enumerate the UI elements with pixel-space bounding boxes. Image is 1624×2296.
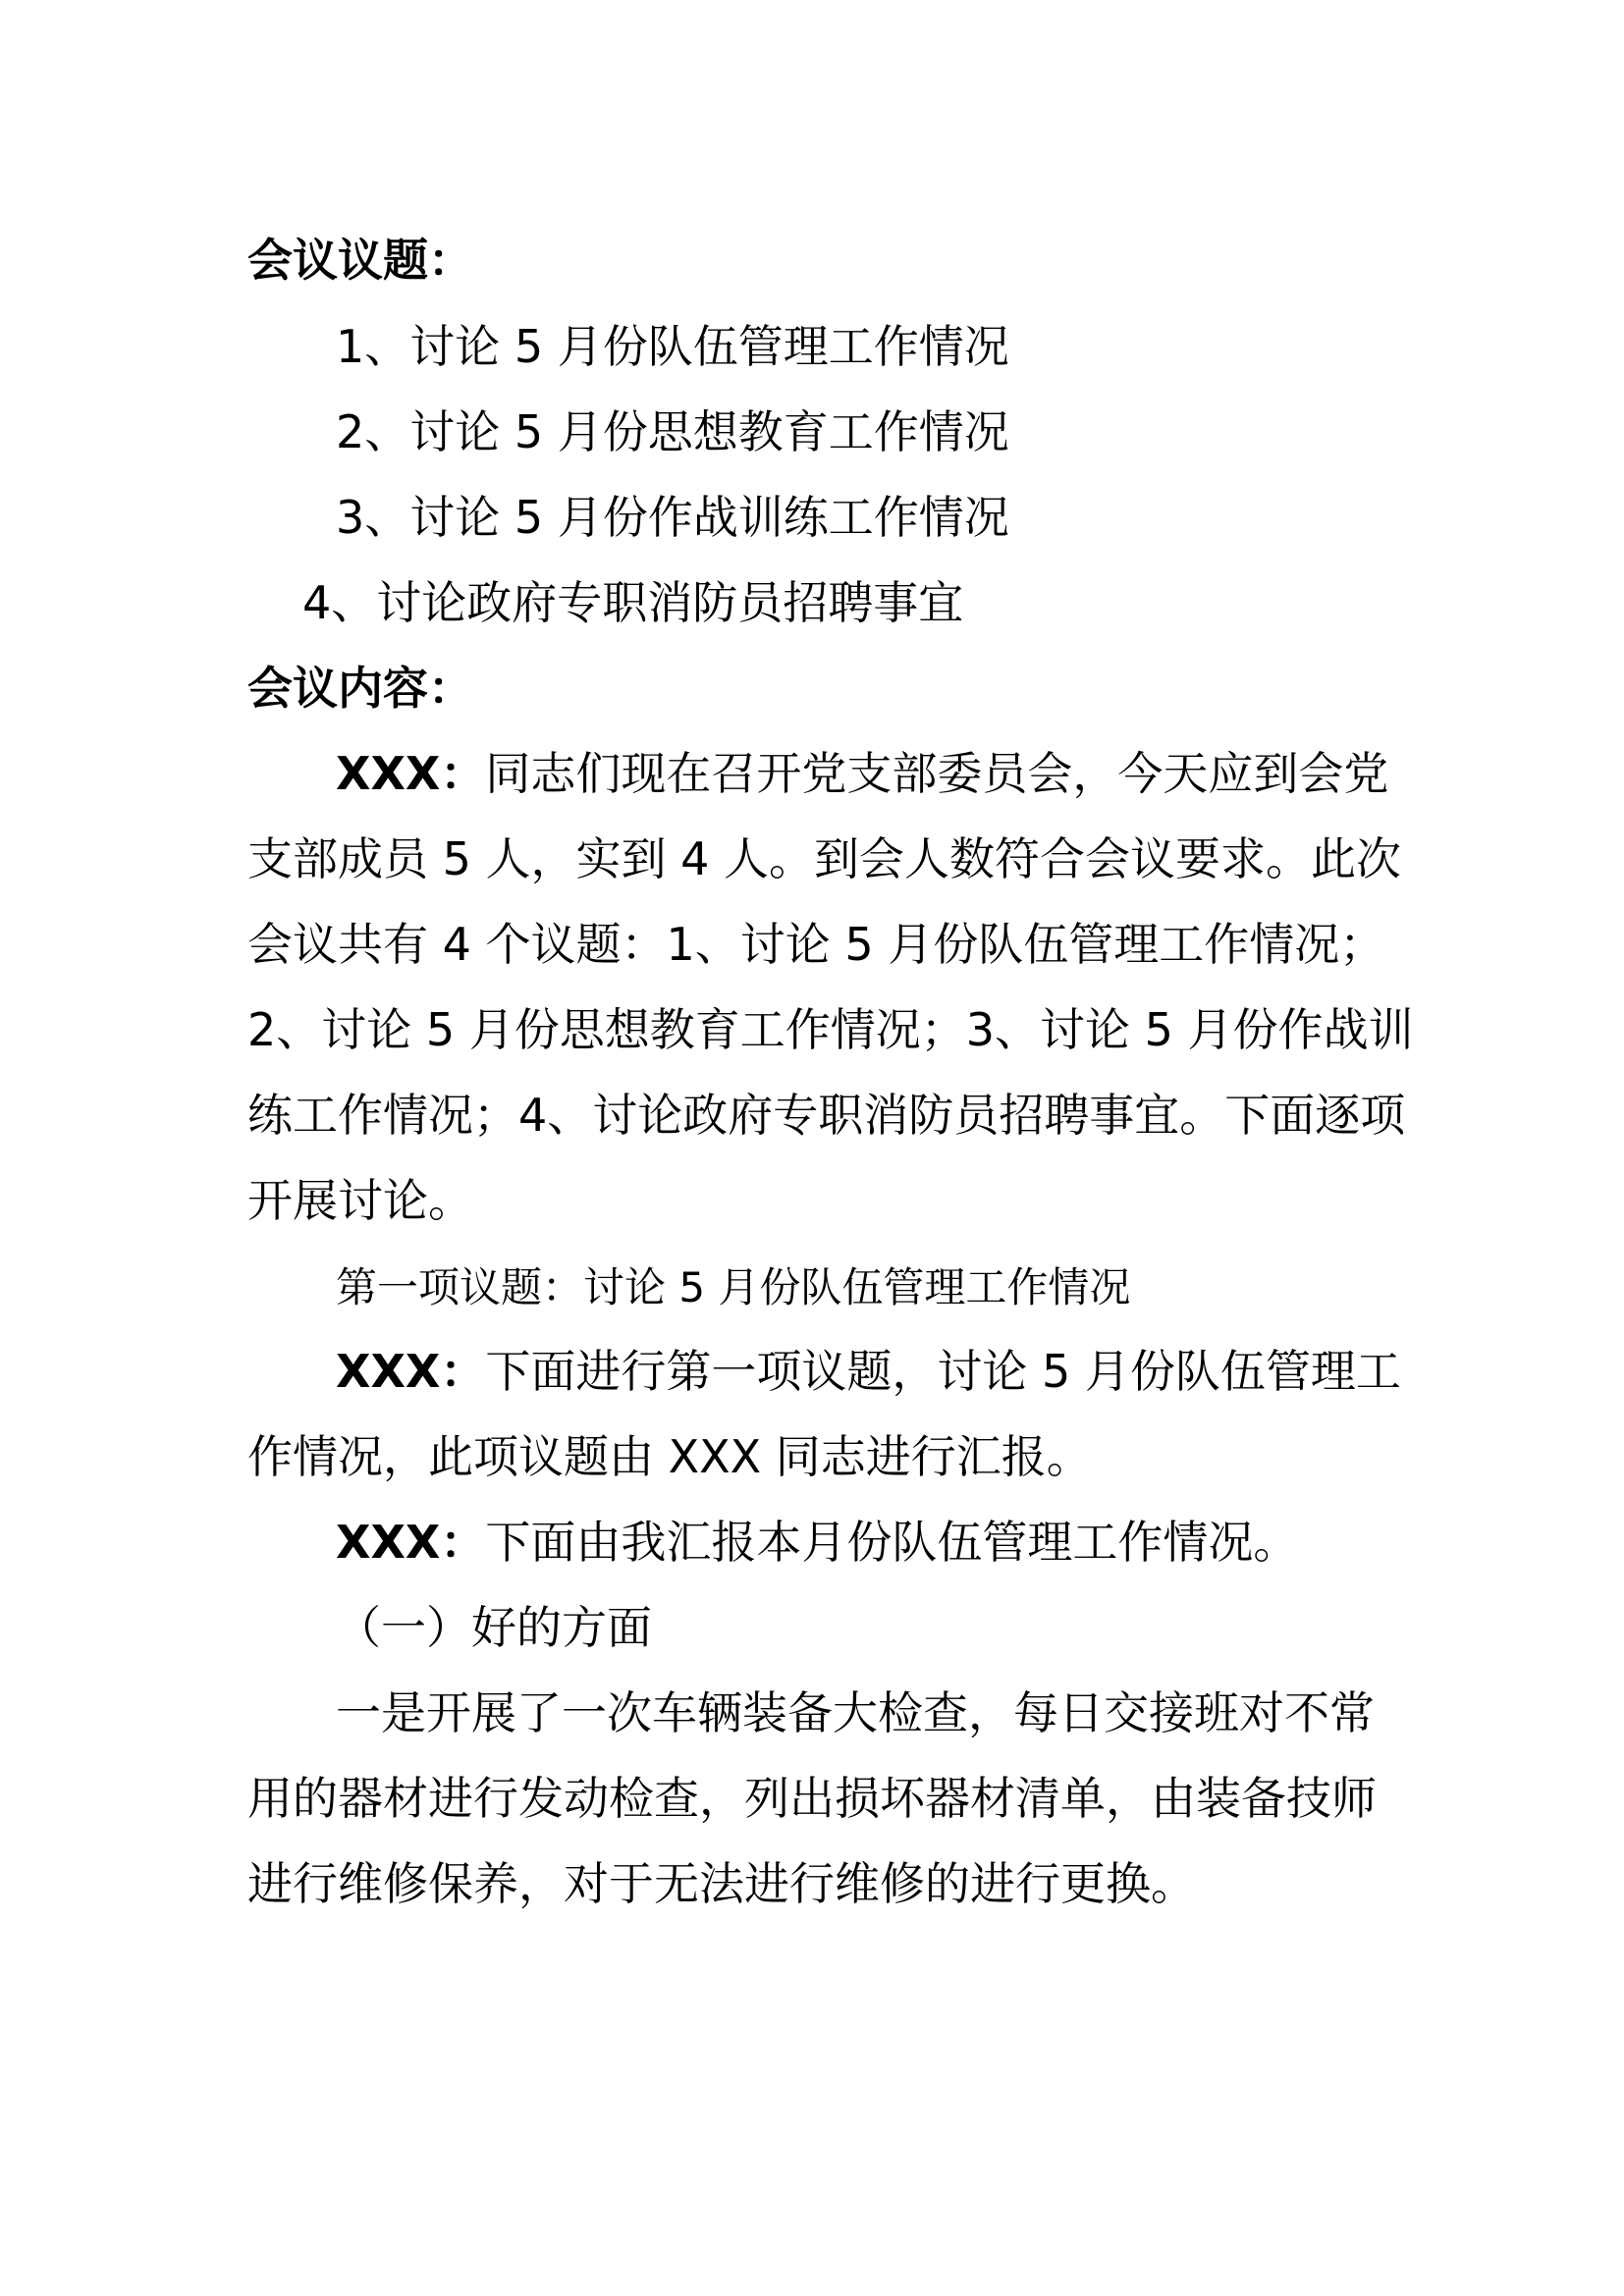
paragraph-line-1: 一是开展了一次车辆装备大检查，每日交接班对不常 xyxy=(336,1686,1375,1739)
speaker-label: XXX： xyxy=(336,747,486,800)
opening-line-4: 2、讨论 5 月份思想教育工作情况；3、讨论 5 月份作战训 xyxy=(247,1003,1414,1056)
item1-intro-line-2: 作情况，此项议题由 XXX 同志进行汇报。 xyxy=(247,1430,1092,1483)
agenda-item-1: 1、讨论 5 月份队伍管理工作情况 xyxy=(336,320,1009,373)
opening-line-1 xyxy=(336,744,1480,803)
agenda-item-2: 2、讨论 5 月份思想教育工作情况 xyxy=(336,405,1009,458)
item1-intro-line-1 xyxy=(336,1342,1480,1401)
report-line xyxy=(336,1513,1480,1572)
opening-line-6: 开展讨论。 xyxy=(247,1174,473,1227)
paragraph-line-2: 用的器材进行发动检查，列出损坏器材清单，由装备技师 xyxy=(247,1772,1377,1825)
opening-text-1: 同志们现在召开党支部委员会，今天应到会党 xyxy=(485,747,1389,800)
item1-title: 第一项议题：讨论 5 月份队伍管理工作情况 xyxy=(336,1263,1131,1311)
report-text: 下面由我汇报本月份队伍管理工作情况。 xyxy=(485,1516,1299,1569)
speaker-label: XXX： xyxy=(336,1345,486,1398)
speaker-label: XXX： xyxy=(336,1516,486,1569)
agenda-heading: 会议议题： xyxy=(247,234,473,287)
section-heading: （一）好的方面 xyxy=(336,1601,652,1654)
opening-line-3: 会议共有 4 个议题：1、讨论 5 月份队伍管理工作情况； xyxy=(247,918,1385,971)
item1-intro-text-1: 下面进行第一项议题，讨论 5 月份队伍管理工 xyxy=(485,1345,1401,1398)
opening-line-5: 练工作情况；4、讨论政府专职消防员招聘事宜。下面逐项 xyxy=(247,1089,1406,1142)
agenda-item-3: 3、讨论 5 月份作战训练工作情况 xyxy=(336,491,1009,544)
agenda-item-4: 4、讨论政府专职消防员招聘事宜 xyxy=(302,576,964,629)
content-heading: 会议内容： xyxy=(247,662,473,715)
opening-line-2: 支部成员 5 人，实到 4 人。到会人数符合会议要求。此次 xyxy=(247,832,1402,885)
paragraph-line-3: 进行维修保养，对于无法进行维修的进行更换。 xyxy=(247,1857,1196,1910)
